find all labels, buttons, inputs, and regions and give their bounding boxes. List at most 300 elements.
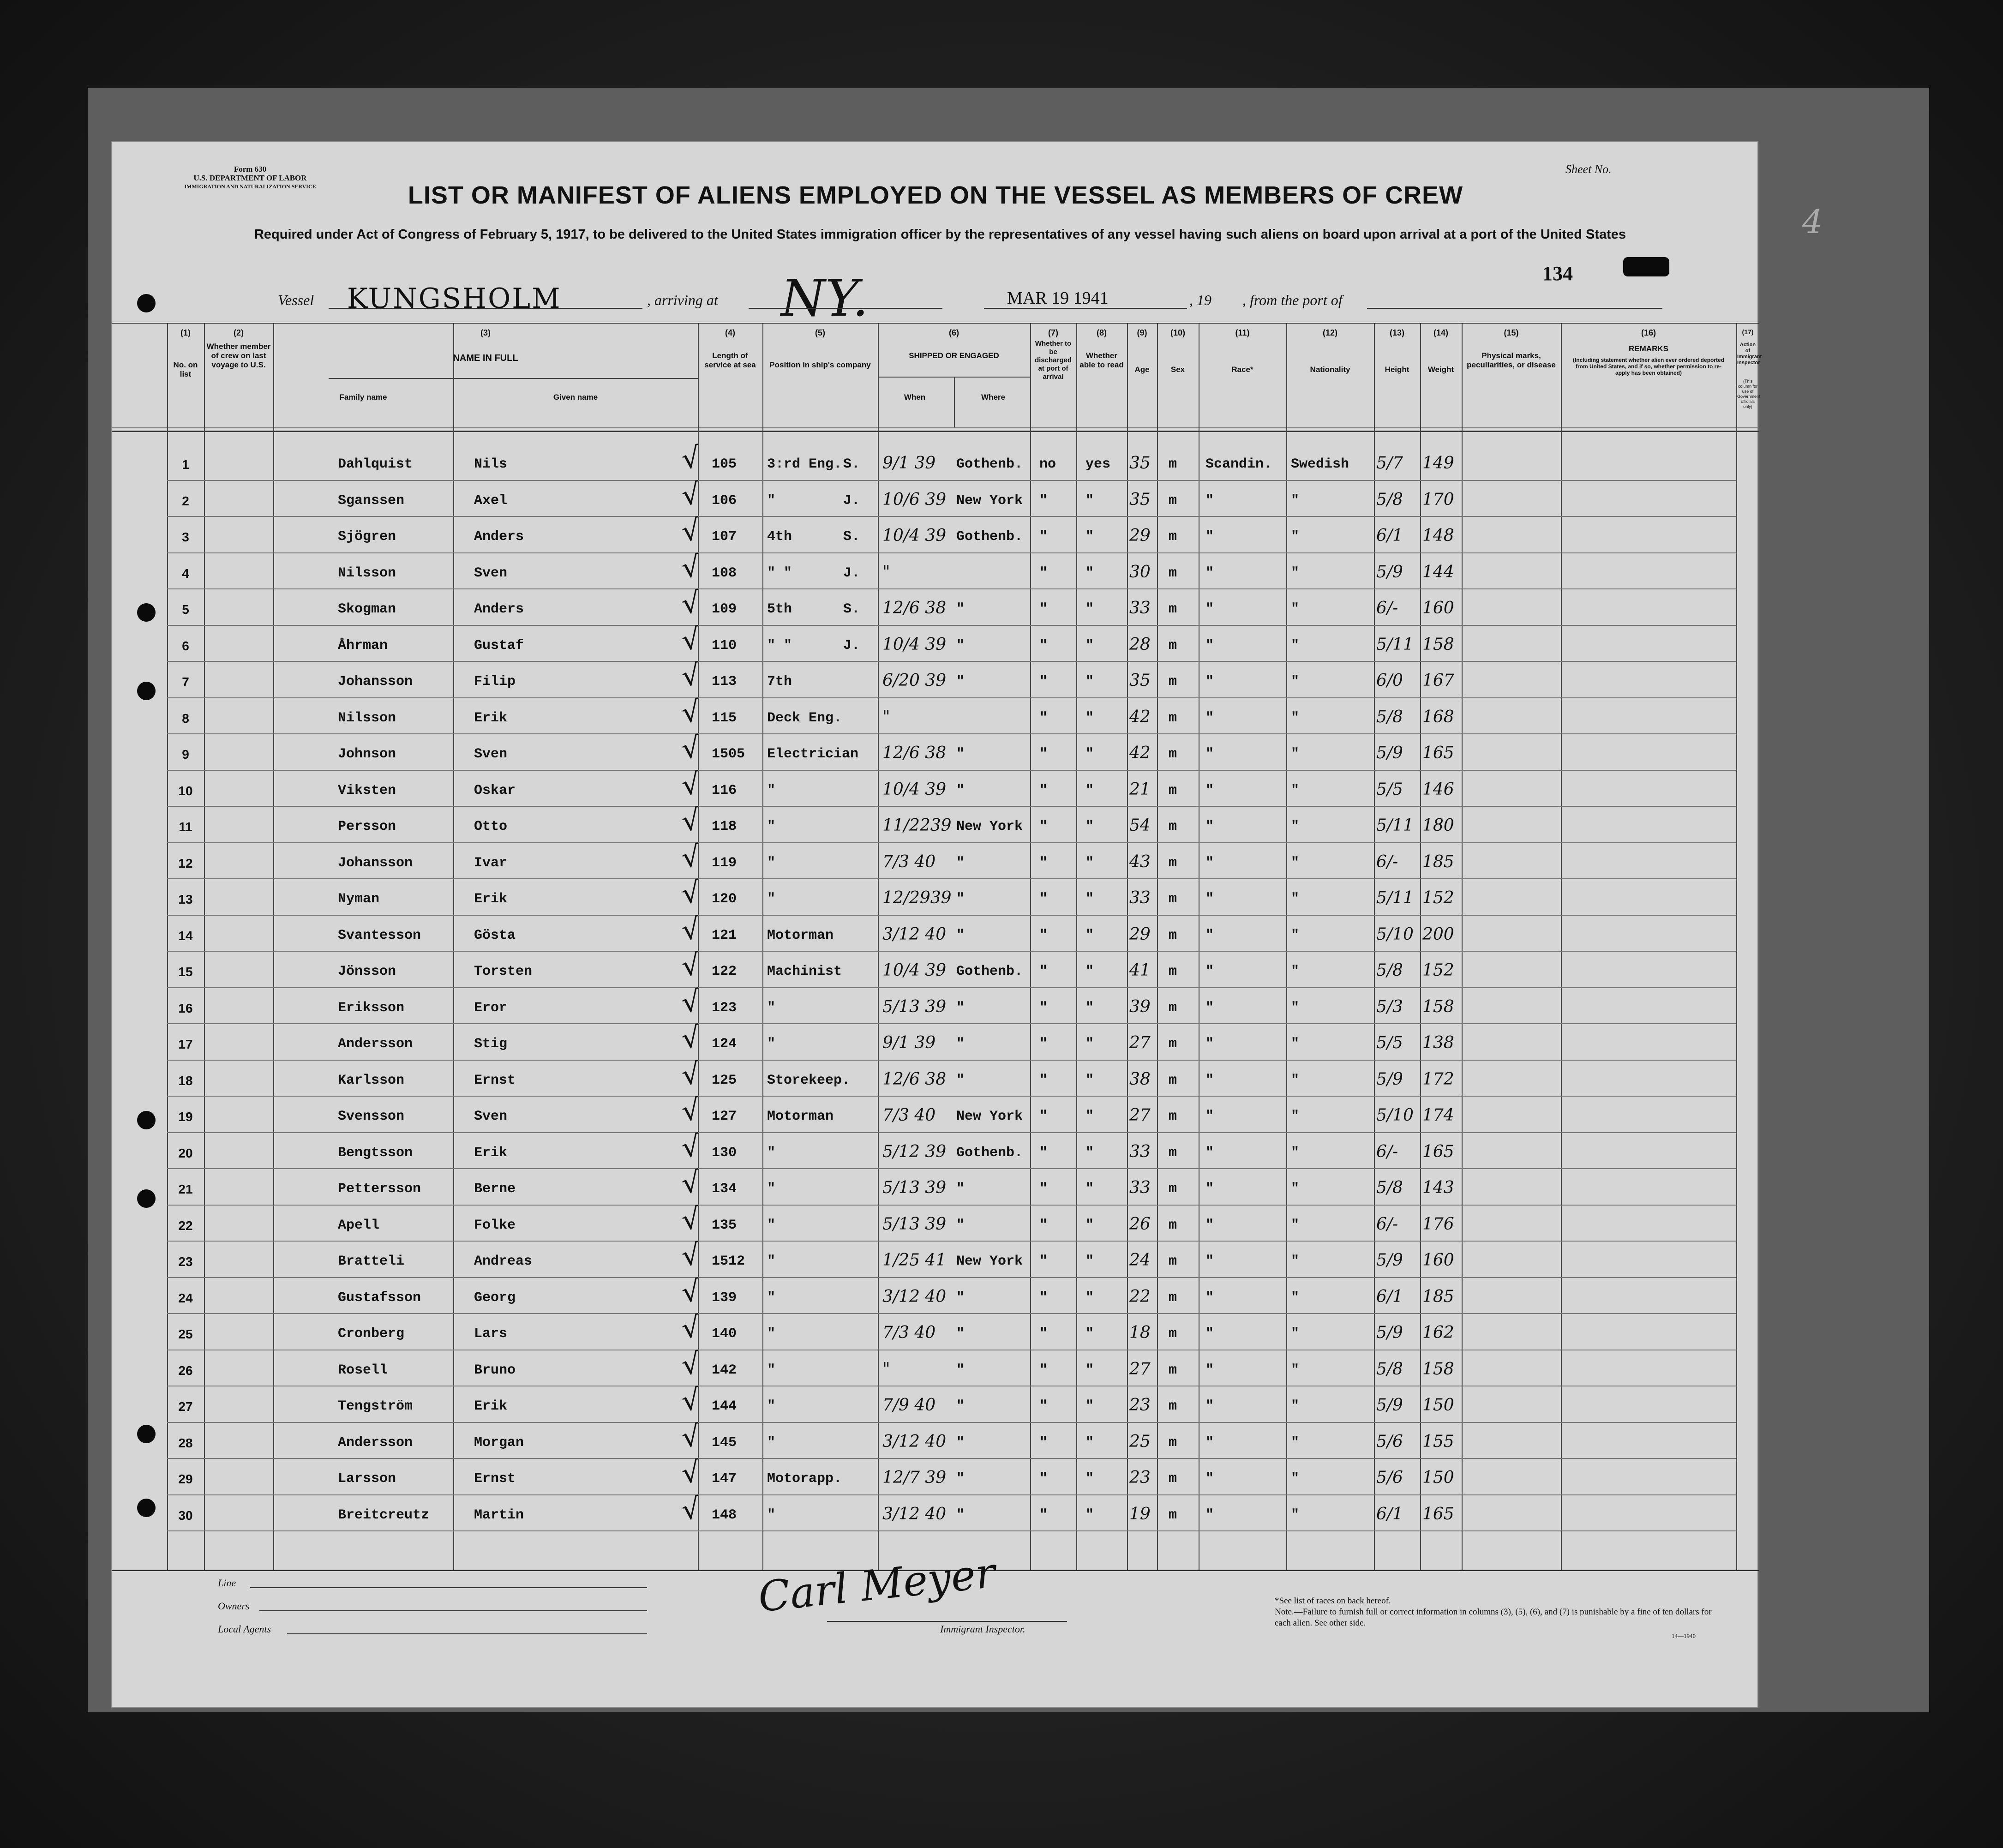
check-mark-icon: √ [679,730,702,766]
shipped-when: 5/13 39 [882,1214,947,1234]
able-to-read: " [1085,1217,1094,1233]
to-be-discharged: " [1039,1326,1048,1342]
shipped-when: 10/4 39 [882,780,947,799]
nationality: " [1291,1000,1300,1016]
to-be-discharged: " [1039,1000,1048,1016]
given-name: Erik [474,1145,508,1161]
column-rule [1076,324,1077,1570]
col-2-label: Whether member of crew on last voyage to U.S. [206,342,271,369]
service-length: 110 [712,637,737,654]
row-number: 5 [182,602,189,617]
service-length: 147 [712,1471,737,1487]
height: 6/1 [1376,1287,1403,1306]
family-name: Skogman [338,601,396,617]
ship-position: " [767,855,776,871]
nationality: " [1291,674,1300,690]
row-rule [167,987,1736,988]
given-name: Filip [474,674,516,690]
able-to-read: " [1085,492,1094,509]
header-divider [112,431,1759,432]
height: 6/1 [1376,1504,1403,1524]
age: 42 [1129,744,1151,762]
check-mark-icon: √ [679,766,702,802]
ship-position: " [767,1036,776,1052]
ship-position: 4th [767,529,792,545]
shipped-where: " [956,891,965,907]
height: 6/1 [1376,526,1403,545]
race: " [1205,1072,1214,1088]
family-name: Sjögren [338,529,396,545]
family-name: Sganssen [338,492,405,509]
nationality: " [1291,1217,1300,1233]
sex: m [1169,891,1177,907]
shipped-when: 3/12 40 [882,1287,947,1306]
family-name: Eriksson [338,1000,405,1016]
shipped-where: New York [956,492,1023,509]
given-name: Sven [474,565,508,581]
manifest-sheet [111,141,1762,1708]
col-1-label: No. on list [173,360,198,378]
to-be-discharged: " [1039,1362,1048,1378]
age: 38 [1129,1069,1151,1089]
given-name: Stig [474,1036,508,1052]
given-name: Anders [474,529,524,545]
shipped-when: 3/12 40 [882,1504,947,1524]
given-name: Erik [474,891,508,907]
check-mark-icon: √ [679,440,702,476]
shipped-where: New York [956,1254,1023,1269]
to-be-discharged: " [1039,1507,1048,1523]
row-number: 19 [178,1110,193,1124]
header-divider [112,427,1759,428]
able-to-read: " [1085,819,1094,834]
height: 6/0 [1376,671,1403,690]
row-rule [167,842,1736,843]
service-length: 130 [712,1145,737,1161]
shipped-when: 7/3 40 [882,1323,936,1342]
age: 35 [1129,671,1151,690]
sex: m [1169,1217,1177,1233]
col-1-number: (1) [180,328,191,337]
given-name: Gustaf [474,637,524,654]
able-to-read: " [1085,1036,1094,1052]
height: 5/11 [1376,888,1414,907]
check-mark-icon: √ [679,1346,702,1382]
to-be-discharged: " [1039,927,1048,943]
row-rule [167,1168,1736,1169]
family-name: Pettersson [338,1181,421,1197]
sex: m [1169,529,1177,545]
height: 5/5 [1376,780,1403,799]
service-length: 121 [712,927,737,943]
family-name-header: Family name [339,393,387,402]
row-rule [167,1422,1736,1423]
race: " [1205,529,1214,545]
to-be-discharged: " [1039,964,1048,979]
family-name: Åhrman [338,637,388,654]
shipped-where: " [956,1072,965,1088]
name-header-rule [329,378,698,379]
able-to-read: " [1085,927,1094,943]
family-name: Johansson [338,855,413,871]
col-9-number: (9) [1137,328,1147,337]
race: " [1205,855,1214,871]
age: 29 [1129,526,1151,545]
height: 5/9 [1376,744,1403,762]
shipped-where: Gothenb. [956,529,1023,545]
race: " [1205,1145,1214,1161]
nationality: " [1291,782,1300,798]
column-rule [1374,324,1375,1570]
shipped-where: " [956,1000,965,1016]
shipped-where: " [956,601,965,617]
row-number: 12 [178,856,193,870]
row-number: 22 [178,1218,193,1233]
height: 5/9 [1376,1251,1403,1270]
nationality: " [1291,1507,1300,1523]
race: " [1205,1326,1214,1342]
footnote [1275,1596,1727,1629]
service-name: IMMIGRATION AND NATURALIZATION SERVICE [184,183,316,190]
inspector-signature: Carl Meyer [756,1548,998,1622]
given-name: Axel [474,492,508,509]
race: " [1205,1434,1214,1451]
col-17-detail: (This column for use of Government officials only) [1737,379,1760,409]
height: 5/10 [1376,1106,1414,1125]
age: 24 [1129,1251,1151,1270]
to-be-discharged: " [1039,1290,1048,1306]
row-number: 23 [178,1254,193,1269]
able-to-read: " [1085,1109,1094,1124]
row-number: 9 [182,747,189,762]
service-length: 1512 [712,1254,745,1269]
shipped-when: 12/7 39 [882,1468,947,1487]
row-rule [167,661,1736,662]
nationality: " [1291,1398,1300,1414]
weight: 149 [1422,454,1454,473]
service-length: 139 [712,1290,737,1306]
arriving-port: NY. [781,269,869,328]
row-rule [167,516,1736,517]
check-mark-icon: √ [679,1128,702,1164]
able-to-read: " [1085,1326,1094,1342]
height: 5/9 [1376,562,1403,582]
given-name: Andreas [474,1254,533,1269]
check-mark-icon: √ [679,911,702,947]
weight: 160 [1422,599,1454,618]
ship-position: " [767,1181,776,1197]
age: 41 [1129,961,1151,980]
shipped-when: 3/12 40 [882,1432,947,1451]
row-rule [167,1132,1736,1133]
row-number: 7 [182,675,189,689]
row-rule [167,1277,1736,1278]
shipped-where: Gothenb. [956,964,1023,979]
col-5-label: Position in ship's company [769,360,871,369]
nationality: " [1291,1362,1300,1378]
check-mark-icon: √ [679,512,702,549]
col-11-number: (11) [1235,328,1250,337]
col-15-label: Physical marks, peculiarities, or disease [1467,351,1556,369]
to-be-discharged: " [1039,855,1048,871]
col-5-number: (5) [815,328,825,337]
service-length: 124 [712,1036,737,1052]
service-length: 107 [712,529,737,545]
family-name: Bratteli [338,1254,405,1269]
sex: m [1169,601,1177,617]
to-be-discharged: " [1039,1109,1048,1124]
col-8-label: Whether able to read [1079,351,1124,369]
when-where-rule [954,377,955,427]
service-length: 118 [712,819,737,834]
shipped-when: 1/25 41 [882,1251,947,1270]
col-6-number: (6) [949,328,959,337]
service-length: 116 [712,782,737,798]
age: 43 [1129,852,1151,871]
age: 33 [1129,1142,1151,1161]
sex: m [1169,456,1177,472]
manifest-number: 134 [1542,262,1573,285]
check-mark-icon: √ [679,875,702,911]
local-agents-label: Local Agents [218,1623,271,1635]
column-rule [167,324,168,1570]
shipped-when: 11/2239 [882,816,952,835]
service-length: 115 [712,710,737,726]
shipped-when: 3/12 40 [882,924,947,944]
col-16-label: REMARKS [1629,344,1668,353]
race: " [1205,1290,1214,1306]
check-mark-icon: √ [679,657,702,694]
row-rule [167,625,1736,626]
check-mark-icon: √ [679,1418,702,1454]
row-number: 13 [178,892,193,906]
given-name: Erik [474,710,508,726]
row-rule [167,552,1736,553]
row-rule [167,1023,1736,1024]
shipped-when: 12/2939 [882,888,952,907]
able-to-read: " [1085,891,1094,907]
age: 22 [1129,1287,1151,1306]
nationality: " [1291,746,1300,762]
service-length: 135 [712,1217,737,1233]
family-name: Gustafsson [338,1290,421,1306]
family-name: Bengtsson [338,1145,413,1161]
ship-position: 5th [767,601,792,617]
given-name: Folke [474,1217,516,1233]
sex: m [1169,565,1177,581]
race: " [1205,819,1214,834]
row-number: 25 [178,1327,193,1341]
sex: m [1169,855,1177,871]
weight: 200 [1422,924,1454,944]
nationality: " [1291,1181,1300,1197]
ship-position: " [767,1398,776,1414]
ship-position: " [767,1362,776,1378]
row-number: 8 [182,711,189,726]
column-rule [453,324,454,1570]
given-name: Sven [474,1109,508,1124]
ship-position: " " [767,637,792,654]
crew-table [112,322,1762,1571]
agents-field-rule [287,1633,647,1634]
nationality: " [1291,565,1300,581]
col-3-number: (3) [480,328,491,337]
row-rule [167,1494,1736,1495]
race: " [1205,1000,1214,1016]
to-be-discharged: " [1039,1471,1048,1487]
form-print-code: 14—1940 [1672,1632,1696,1639]
able-to-read: " [1085,964,1094,979]
able-to-read: " [1085,1290,1094,1306]
service-length: 127 [712,1109,737,1124]
col-13-number: (13) [1389,328,1404,337]
immigrant-inspector-label: Immigrant Inspector. [940,1623,1025,1635]
sex: m [1169,1398,1177,1414]
sex: m [1169,1326,1177,1342]
position-class: J. [843,637,860,654]
row-rule [167,1530,1736,1531]
col-17-number: (17) [1742,328,1754,336]
given-name: Ernst [474,1072,516,1088]
age: 23 [1129,1468,1151,1487]
ship-position: " [767,492,776,509]
age: 28 [1129,635,1151,654]
race: " [1205,710,1214,726]
shipped-where: " [956,746,965,762]
weight: 172 [1422,1069,1454,1089]
shipped-when: 7/9 40 [882,1396,936,1415]
family-name: Jönsson [338,964,396,979]
nationality: " [1291,1036,1300,1052]
weight: 165 [1422,1504,1454,1524]
page-subtitle: Required under Act of Congress of February 5, 1917, to be delivered to the United States immigration officer by the representatives of any vessel having such aliens on board upon arrival at a port of the United States [254,227,1626,242]
weight: 158 [1422,1359,1454,1379]
age: 42 [1129,707,1151,726]
row-number: 1 [182,457,189,472]
height: 5/6 [1376,1432,1403,1451]
age: 27 [1129,1106,1151,1125]
sex: m [1169,746,1177,762]
fine-note: Note.—Failure to furnish full or correct information in columns (3), (5), (6), and (7) is punishable by a fine of ten dollars for each alien. See other side. [1275,1607,1712,1628]
check-mark-icon: √ [679,1237,702,1273]
sex: m [1169,927,1177,943]
nationality: " [1291,1254,1300,1269]
vessel-underline [329,308,642,309]
col-14-label: Weight [1427,365,1454,374]
service-length: 122 [712,964,737,979]
able-to-read: " [1085,1000,1094,1016]
column-rule [1030,324,1031,1570]
able-to-read: " [1085,1362,1094,1378]
age: 33 [1129,1178,1151,1197]
service-length: 120 [712,891,737,907]
height: 5/9 [1376,1069,1403,1089]
nationality: " [1291,710,1300,726]
check-mark-icon: √ [679,476,702,512]
family-name: Cronberg [338,1326,405,1342]
age: 54 [1129,816,1151,835]
col-6-label: SHIPPED OR ENGAGED [909,351,999,360]
family-name: Persson [338,819,396,834]
able-to-read: " [1085,529,1094,545]
ship-position: Machinist [767,964,842,979]
service-length: 106 [712,492,737,509]
age: 33 [1129,888,1151,907]
height: 5/11 [1376,635,1414,654]
date-underline [984,308,1187,309]
able-to-read: " [1085,855,1094,871]
check-mark-icon: √ [679,984,702,1020]
row-rule [167,770,1736,771]
age: 27 [1129,1359,1151,1379]
weight: 185 [1422,1287,1454,1306]
check-mark-icon: √ [679,1164,702,1201]
nationality: " [1291,819,1300,834]
to-be-discharged: " [1039,565,1048,581]
column-rule [762,324,763,1570]
race: " [1205,1217,1214,1233]
height: 5/6 [1376,1468,1403,1487]
row-rule [167,588,1736,589]
given-name: Gösta [474,927,516,943]
nationality: " [1291,492,1300,509]
weight: 155 [1422,1432,1454,1451]
nationality: " [1291,964,1300,979]
height: 5/7 [1376,454,1403,473]
race: " [1205,891,1214,907]
race: " [1205,1471,1214,1487]
race: " [1205,1362,1214,1378]
sex: m [1169,492,1177,509]
from-port-underline [1367,308,1662,309]
row-rule [167,1241,1736,1242]
race: Scandin. [1205,456,1272,472]
weight: 176 [1422,1214,1454,1234]
col-7-label: Whether to be discharged at port of arrival [1034,340,1072,381]
sex: m [1169,1145,1177,1161]
given-name: Georg [474,1290,516,1306]
ship-position: Storekeep. [767,1072,851,1088]
weight: 165 [1422,1142,1454,1161]
weight: 180 [1422,816,1454,835]
weight: 170 [1422,490,1454,509]
nationality: " [1291,855,1300,871]
check-mark-icon: √ [679,1382,702,1418]
weight: 185 [1422,852,1454,871]
to-be-discharged: " [1039,710,1048,726]
to-be-discharged: no [1039,456,1056,472]
shipped-when: 10/4 39 [882,526,947,545]
service-length: 148 [712,1507,737,1523]
sex: m [1169,674,1177,690]
shipped-when: 9/1 39 [882,454,936,473]
given-name: Otto [474,819,508,834]
owners-label: Owners [218,1600,250,1612]
able-to-read: " [1085,1471,1094,1487]
race: " [1205,746,1214,762]
age: 29 [1129,924,1151,944]
sex: m [1169,819,1177,834]
able-to-read: " [1085,1254,1094,1269]
to-be-discharged: " [1039,637,1048,654]
service-length: 140 [712,1326,737,1342]
weight: 148 [1422,526,1454,545]
height: 5/8 [1376,961,1403,980]
row-number: 15 [178,965,193,979]
col-7-number: (7) [1048,328,1058,337]
shipped-where: " [956,1398,965,1414]
given-name: Anders [474,601,524,617]
